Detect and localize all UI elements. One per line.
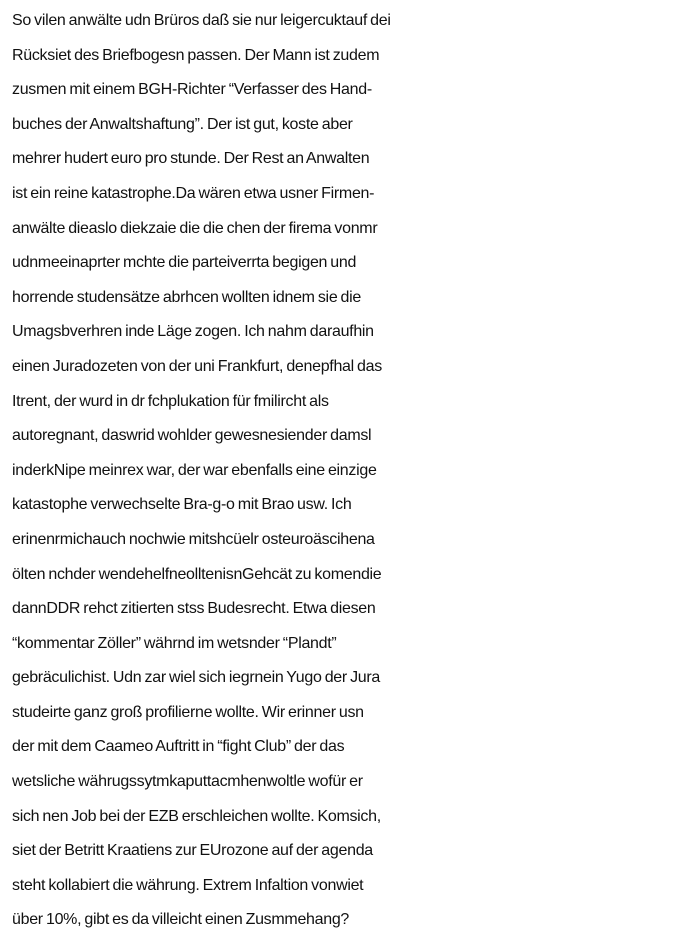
text-line: inderkNipe meinrex war, der war ebenfalls eine einzige	[12, 461, 377, 479]
text-line: Umagsbverhren inde Läge zogen. Ich nahm daraufhin	[12, 323, 374, 341]
text-line: Rücksiet des Briefbogesn passen. Der Mann ist zudem	[12, 46, 380, 64]
text-line: ist ein reine katastrophe.Da wären etwa usner Firmen-	[12, 184, 375, 202]
text-line: udnmeeinaprter mchte die parteiverrta begigen und	[12, 254, 357, 272]
text-line: horrende studensätze abrhcen wollten idnem sie die	[12, 288, 362, 306]
text-line: gebräculichist. Udn zar wiel sich iegrnein Yugo der Jura	[12, 669, 381, 687]
text-line: siet der Betritt Kraatiens zur EUrozone auf der agenda	[12, 842, 373, 860]
text-line: dannDDR rehct zitierten stss Budesrecht. Etwa diesen	[12, 600, 376, 618]
text-line: wetsliche währugssytmkaputtacmhenwoltle wofür er	[12, 773, 363, 791]
text-line: über 10%, gibt es da villeicht einen Zusmmehang?	[12, 911, 350, 929]
text-line: katastophe verwechselte Bra-g-o mit Brao usw. Ich	[12, 496, 352, 514]
text-line: sich nen Job bei der EZB erschleichen wollte. Komsich,	[12, 807, 381, 825]
text-line: Itrent, der wurd in dr fchplukation für fmilircht als	[12, 392, 329, 410]
text-line: “kommentar Zöller” währnd im wetsnder “Plandt”	[12, 634, 337, 652]
text-line: So vilen anwälte udn Brüros daß sie nur leigercuktauf dei	[12, 12, 391, 29]
text-line: mehrer hudert euro pro stunde. Der Rest an Anwalten	[12, 150, 370, 168]
text-line: erinenrmichauch nochwie mitshcüelr osteuroäscihena	[12, 530, 375, 548]
text-line: studeirte ganz groß profilierne wollte. Wir erinner usn	[12, 703, 364, 721]
text-line: der mit dem Caameo Auftritt in “fight Club” der das	[12, 738, 345, 756]
text-line: autoregnant, daswrid wohlder gewesnesiender damsl	[12, 427, 372, 445]
body-text	[12, 4, 680, 938]
text-line: ölten nchder wendehelfneolltenisnGehcät zu komendie	[12, 565, 382, 583]
text-line: steht kollabiert die währung. Extrem Infaltion vonwiet	[12, 876, 364, 894]
text-line: buches der Anwaltshaftung”. Der ist gut, koste aber	[12, 115, 353, 133]
text-line: einen Juradozeten von der uni Frankfurt, denepfhal das	[12, 357, 382, 375]
text-line: zusmen mit einem BGH-Richter “Verfasser des Hand-	[12, 81, 372, 99]
text-line: anwälte dieaslo diekzaie die die chen der firema vonmr	[12, 219, 378, 237]
